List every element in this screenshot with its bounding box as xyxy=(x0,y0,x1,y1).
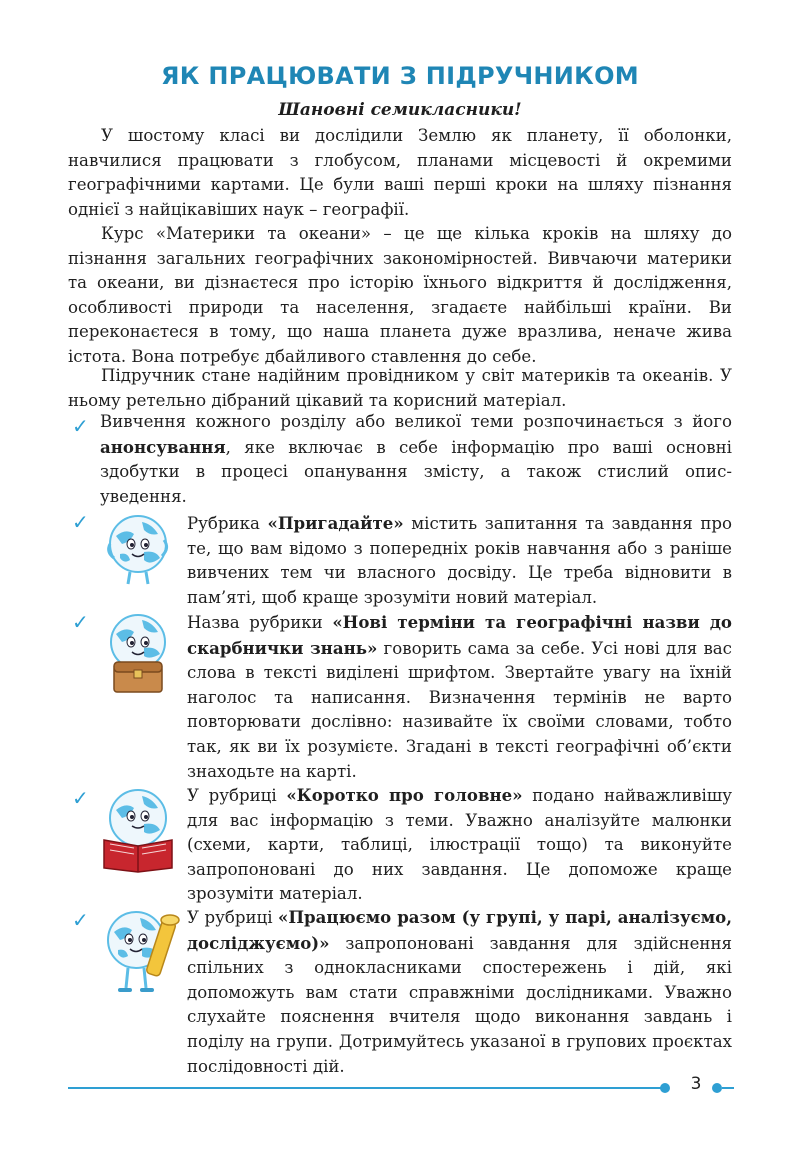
globe-mascot-thinking-icon xyxy=(100,508,176,588)
intro-paragraph-3: Підручник стане надійним провідником у світ материків та океанів. У ньому ретельно дібраний цікавий та корисний матеріал. xyxy=(68,366,732,410)
bullet-announcement: Вивчення кожного розділу або великої теми розпочинається з його анонсування, яке включає в себе інформацію про ваші основні здобутки в процесі опанування змісту, а також стислий опис-уведення. xyxy=(100,412,732,506)
bullet-remember: Рубрика «Пригадайте» містить запитання та завдання про те, що вам відомо з попередніх років навчання або з раніше вивчених тем чи власного досвіду. Це треба відновити в пам’яті, щоб краще зрозуміти новий матеріал. xyxy=(187,513,732,607)
footer-ornament-left-icon xyxy=(654,1080,672,1096)
checkmark-icon: ✓ xyxy=(72,414,89,438)
globe-mascot-telescope-icon xyxy=(100,904,188,1000)
footer-rule xyxy=(68,1087,663,1089)
globe-mascot-treasure-chest-icon xyxy=(100,610,176,698)
checkmark-icon: ✓ xyxy=(72,786,89,810)
page-number: 3 xyxy=(690,1074,702,1094)
bullet-work-together: У рубриці «Працюємо разом (у групі, у парі, аналізуємо, досліджуємо)» запропоновані завдання для здійснення спільних з однокласниками спостережень і дій, які допоможуть вам стати справжніми дослідниками. Уважно слухайте пояснення вчителя щодо виконання завдань і поділу на групи. Дотримуйтесь указаної в групових проєктах послідовності дій. xyxy=(187,907,732,1076)
checkmark-icon: ✓ xyxy=(72,908,89,932)
page-title: ЯК ПРАЦЮВАТИ З ПІДРУЧНИКОМ xyxy=(161,62,639,90)
globe-mascot-book-icon xyxy=(98,784,178,874)
footer-ornament-right-icon xyxy=(710,1080,734,1096)
checkmark-icon: ✓ xyxy=(72,610,89,634)
bullet-summary: У рубриці «Коротко про головне» подано найважливішу для вас інформацію з теми. Уважно аналізуйте малюнки (схеми, карти, таблиці, ілюстрації тощо) та виконуйте запропоновані до них завдання. Це допоможе краще зрозуміти матеріал. xyxy=(187,785,732,904)
bullet-new-terms: Назва рубрики «Нові терміни та географічні назви до скарбнички знань» говорить сама за себе. Усі нові для вас слова в тексті виділені шрифтом. Звертайте увагу на їхній наголос та написання. Визначення термінів не варто повторювати дослівно: називайте їх своїми словами, тобто так, як ви їх розумієте. Згадані в тексті географічні об’єкти знаходьте на карті. xyxy=(187,612,732,781)
greeting-subtitle: Шановні семикласники! xyxy=(278,100,522,120)
intro-paragraph-1: У шостому класі ви дослідили Землю як планету, її оболонки, навчилися працювати з глобусом, планами місцевості й окремими географічними картами. Це були ваші перші кроки на шляху пізнання однієї з найцікавіших наук – географії. xyxy=(68,126,732,219)
intro-paragraph-2: Курс «Материки та океани» – це ще кілька кроків на шляху до пізнання загальних географічних закономірностей. Вивчаючи материки та океани, ви дізнаєтеся про історію їхнього відкриття й дослідження, особливості природи та населення, згадаєте найбільші країни. Ви переконаєтеся в тому, що наша планета дуже вразлива, неначе жива істота. Вона потребує дбайливого ставлення до себе. xyxy=(68,224,732,366)
checkmark-icon: ✓ xyxy=(72,510,89,534)
